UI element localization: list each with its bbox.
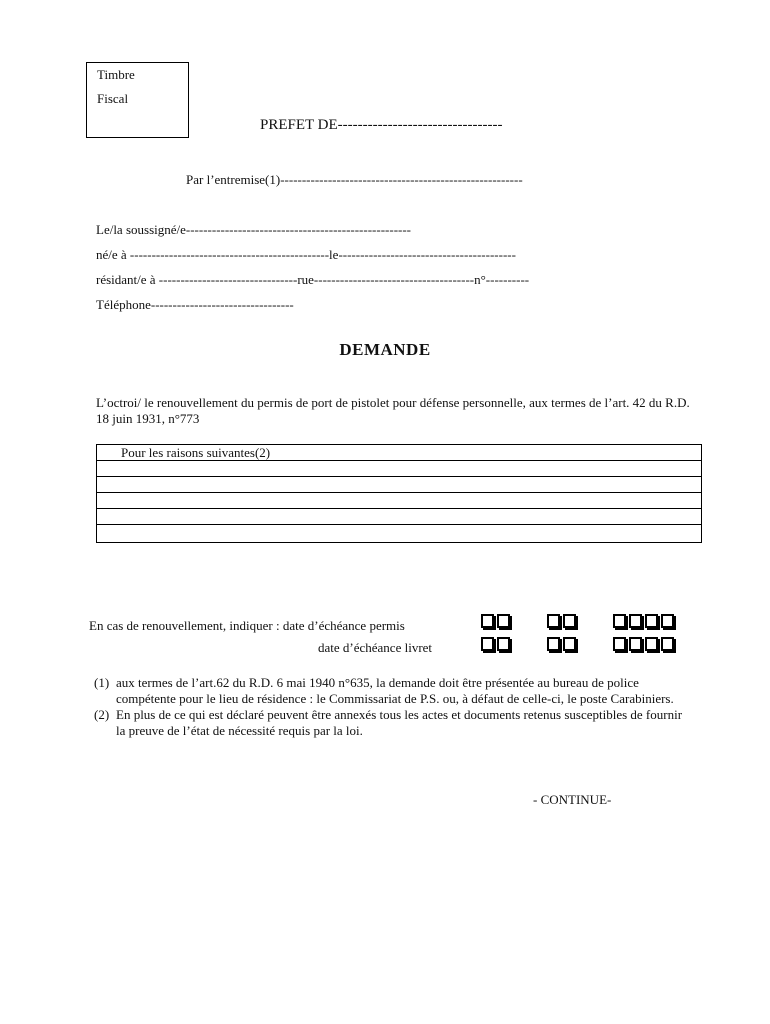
birth-field[interactable]: né/e à ----------------------------------------------le-----------------------------------------	[96, 247, 516, 262]
digit-box[interactable]	[481, 637, 494, 651]
footnote-number: (1)	[94, 675, 110, 690]
digit-box[interactable]	[563, 637, 576, 651]
digit-box[interactable]	[547, 614, 560, 628]
livret-expiry-label: date d’échéance livret	[318, 640, 433, 655]
footnote-text: En plus de ce qui est déclaré peuvent être annexés tous les actes et documents retenus susceptibles de fournir la preuve de l’état de nécessité requis par la loi.	[116, 707, 683, 738]
digit-box[interactable]	[497, 614, 510, 628]
livret-day-group	[481, 637, 513, 651]
continue-marker: - CONTINUE-	[533, 792, 612, 807]
reasons-line[interactable]	[96, 525, 702, 543]
digit-box[interactable]	[629, 637, 642, 651]
digit-box[interactable]	[613, 637, 626, 651]
telephone-field[interactable]: Téléphone---------------------------------	[96, 297, 294, 312]
reasons-header-row[interactable]	[96, 444, 702, 461]
reasons-line[interactable]	[96, 493, 702, 509]
footnote-number: (2)	[94, 707, 110, 722]
digit-box[interactable]	[661, 637, 674, 651]
digit-box[interactable]	[645, 614, 658, 628]
digit-box[interactable]	[645, 637, 658, 651]
reasons-table	[96, 444, 702, 543]
stamp-label-line1: Timbre	[97, 67, 135, 82]
permis-month-group	[547, 614, 579, 628]
footnote-1	[94, 675, 694, 707]
livret-year-group	[613, 637, 677, 651]
permis-year-group	[613, 614, 677, 628]
entremise-field[interactable]: Par l’entremise(1)--------------------------------------------------------	[186, 172, 523, 187]
footnote-2	[94, 707, 694, 739]
digit-box[interactable]	[481, 614, 494, 628]
prefet-field[interactable]: PREFET DE---------------------------------	[260, 117, 503, 133]
digit-box[interactable]	[613, 614, 626, 628]
permis-day-group	[481, 614, 513, 628]
reasons-label: Pour les raisons suivantes(2)	[121, 445, 271, 460]
permis-expiry-label: En cas de renouvellement, indiquer : date d’échéance permis	[89, 618, 405, 633]
reasons-line[interactable]	[96, 461, 702, 477]
livret-date-boxes	[481, 637, 677, 651]
page-title: DEMANDE	[339, 340, 431, 359]
fiscal-stamp-box	[86, 62, 189, 138]
livret-month-group	[547, 637, 579, 651]
permis-date-boxes	[481, 614, 677, 628]
reasons-line[interactable]	[96, 509, 702, 525]
footnotes	[94, 675, 694, 739]
stamp-label-line2: Fiscal	[97, 91, 129, 106]
digit-box[interactable]	[661, 614, 674, 628]
digit-box[interactable]	[547, 637, 560, 651]
request-text: L’octroi/ le renouvellement du permis de port de pistolet pour défense personnelle, aux termes de l’art. 42 du R.D. 18 juin 1931, n°773	[96, 395, 690, 426]
residence-field[interactable]: résidant/e à --------------------------------rue-------------------------------------n°----------	[96, 272, 530, 287]
digit-box[interactable]	[629, 614, 642, 628]
digit-box[interactable]	[497, 637, 510, 651]
reasons-line[interactable]	[96, 477, 702, 493]
soussigne-field[interactable]: Le/la soussigné/e----------------------------------------------------	[96, 222, 412, 237]
footnote-text: aux termes de l’art.62 du R.D. 6 mai 1940 n°635, la demande doit être présentée au bureau de police compétente pour le lieu de résidence : le Commissariat de P.S. ou, à défaut de celle-ci, le poste Carabiniers.	[116, 675, 674, 706]
digit-box[interactable]	[563, 614, 576, 628]
